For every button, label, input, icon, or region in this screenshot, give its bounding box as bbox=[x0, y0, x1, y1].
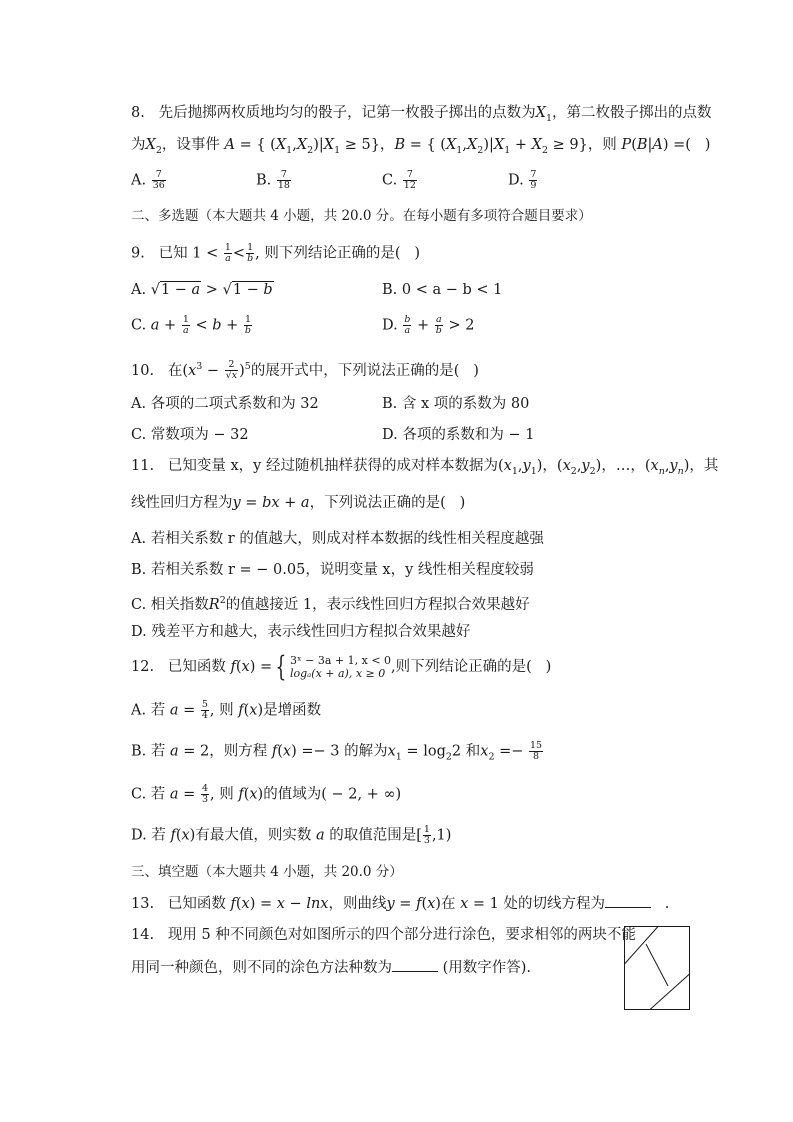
q8-line2: 为$X_2$，设事件 A = { $(X_1,X_2)|X_1 \ge 5$}，B = { $(X_1,X_2)|X_1 + X_2 \ge 9$}，则 P(B|A) =( ) bbox=[131, 137, 711, 156]
q8-option-b: B. $\frac{7}{18}$ bbox=[256, 169, 290, 191]
section-3-heading: 三、填空题（本大题共 4 小题，共 20.0 分） bbox=[131, 864, 403, 880]
q11-option-b: B. 若相关系数 r = − 0.05，说明变量 x，y 线性相关程度较弱 bbox=[131, 562, 534, 578]
figure-border bbox=[625, 927, 690, 1010]
q14-stem-line1: 14. 现用 5 种不同颜色对如图所示的四个部分进行涂色，要求相邻的两块不能 bbox=[131, 927, 636, 943]
q13-stem: 13. 已知函数 f(x) = x − lnx，则曲线y = f(x)在 x = 1 处的切线方程为 . bbox=[131, 893, 669, 914]
q12-option-b: B. 若 a = 2，则方程 f(x) =− 3 的解为$x_1 = \log_22$ 和$x_2$ =− $\frac{15}{8}$ bbox=[131, 740, 543, 763]
q8-line1: 8. 先后抛掷两枚质地均匀的骰子，记第一枚骰子掷出的点数为$X_1$，第二枚骰子掷出的点数 bbox=[131, 105, 712, 124]
q12-option-d: D. 若 f(x)有最大值，则实数 a 的取值范围是[ $\frac{1}{3}$ ,1) bbox=[131, 824, 452, 846]
q10-option-d: D. 各项的系数和为 − 1 bbox=[382, 427, 535, 443]
q8-option-d: D. $\frac{7}{9}$ bbox=[508, 169, 537, 191]
q12-option-a: A. 若 a = $\frac{5}{4}$ , 则 f(x)是增函数 bbox=[131, 699, 322, 721]
q11-option-a: A. 若相关系数 r 的值越大，则成对样本数据的线性相关程度越强 bbox=[131, 531, 544, 547]
q9-option-d: D. $\frac{b}{a}$ + $\frac{a}{b}$ > 2 bbox=[382, 314, 475, 336]
q10-stem: 10. 在($x^3$ − $\frac{2}{√x}$ )$^5$的展开式中，下列说法正确的是( ) bbox=[131, 359, 479, 382]
q9-option-c: C. a + $\frac{1}{a}$ < b + $\frac{1}{b}$ bbox=[131, 314, 252, 336]
figure-divider-2 bbox=[646, 944, 668, 986]
q12-stem: 12. 已知函数 f(x) = { 3ˣ − 3a + 1, x < 0 logₐ(x + a), x ≥ 0 ,则下列结论正确的是( ) bbox=[131, 650, 552, 683]
q11-stem-line1: 11. 已知变量 x，y 经过随机抽样获得的成对样本数据为$(x_1,y_1)$，$(x_2,y_2)$，…，$(x_n,y_n)$，其 bbox=[131, 458, 719, 477]
q8-number: 8. bbox=[131, 105, 145, 121]
q9-stem: 9. 已知 1 < $\frac{1}{a}$ < $\frac{1}{b}$ , 则下列结论正确的是( ) bbox=[131, 242, 421, 264]
q11-option-d: D. 残差平方和越大，表示线性回归方程拟合效果越好 bbox=[131, 624, 471, 640]
figure-divider-3 bbox=[650, 974, 690, 1010]
section-2-heading: 二、多选题（本大题共 4 小题，共 20.0 分。在每小题有多项符合题目要求） bbox=[131, 208, 592, 224]
q11-stem-line2: 线性回归方程为y = bx + a，下列说法正确的是( ) bbox=[131, 495, 466, 511]
q10-option-a: A. 各项的二项式系数和为 32 bbox=[131, 396, 319, 412]
q8-option-c: C. $\frac{7}{12}$ bbox=[382, 169, 416, 191]
q10-option-c: C. 常数项为 − 32 bbox=[131, 427, 249, 443]
coloring-figure bbox=[624, 926, 690, 1010]
q13-answer-blank bbox=[605, 893, 651, 908]
q11-option-c: C. 相关指数$R^2$的值越接近 1，表示线性回归方程拟合效果越好 bbox=[131, 595, 530, 613]
q8-option-a: A. $\frac{7}{36}$ bbox=[131, 169, 165, 191]
q14-answer-blank bbox=[392, 957, 438, 972]
q9-option-a: A. √1 − a > √1 − b bbox=[131, 282, 273, 298]
q9-option-b: B. 0 < a − b < 1 bbox=[382, 282, 503, 298]
q14-stem-line2: 用同一种颜色，则不同的涂色方法种数为 (用数字作答). bbox=[131, 957, 531, 978]
q12-option-c: C. 若 a = $\frac{4}{3}$ , 则 f(x)的值域为( − 2, + ∞) bbox=[131, 783, 402, 805]
q10-option-b: B. 含 x 项的系数为 80 bbox=[382, 396, 530, 412]
